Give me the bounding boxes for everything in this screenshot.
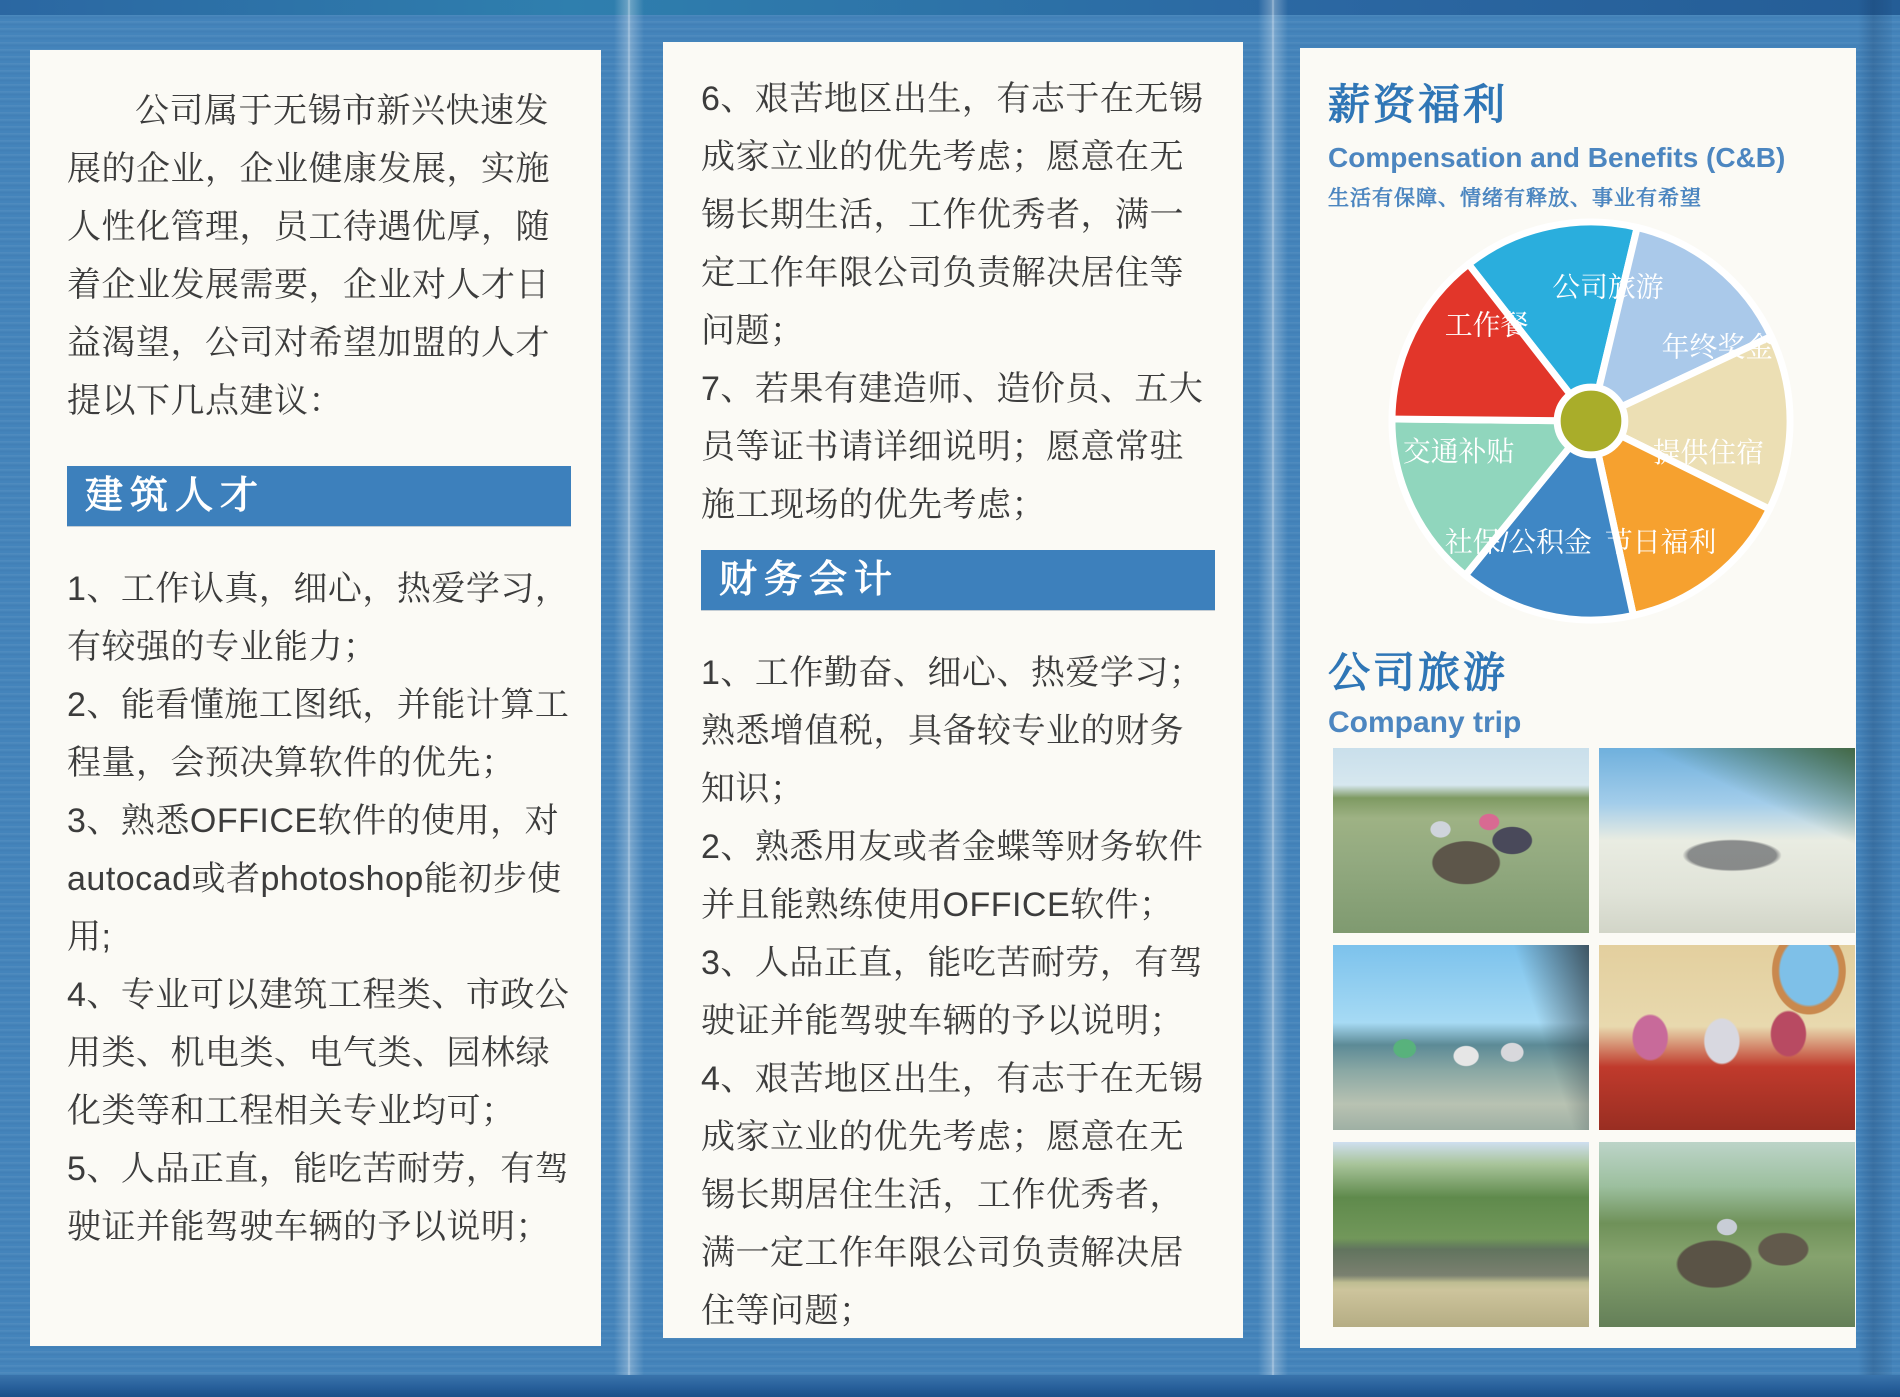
fold-line-left (614, 0, 644, 1397)
requirement-item: 7、若果有建造师、造价员、五大员等证书请详细说明；愿意常驻施工现场的优先考虑； (701, 370, 1204, 524)
requirement-item: 2、能看懂施工图纸，并能计算工程量，会预决算软件的优先； (67, 686, 570, 782)
requirement-item: 5、人品正直，能吃苦耐劳，有驾驶证并能驾驶车辆的予以说明； (67, 1150, 570, 1246)
benefits-heading-block (1328, 72, 1785, 212)
trip-photo-elephant-ride (1333, 748, 1589, 933)
requirement-item: 1、工作认真，细心，热爱学习，有较强的专业能力； (67, 570, 570, 666)
pie-chart-svg (1386, 216, 1796, 626)
pie-slice-label: 工作餐 (1444, 309, 1529, 341)
section-header-construction (67, 466, 571, 526)
trip-heading-block (1328, 640, 1521, 748)
trip-photo-forest-group (1333, 1142, 1589, 1327)
trip-photo-white-rocks (1599, 748, 1855, 933)
benefits-title: 薪资福利 (1328, 81, 1509, 128)
requirement-item: 1、工作勤奋、细心、热爱学习；熟悉增值税，具备较专业的财务知识； (701, 654, 1204, 808)
pie-slice-label: 社保/公积金 (1444, 526, 1592, 558)
top-edge (0, 0, 1900, 15)
benefits-subtitle-en: Compensation and Benefits (C&B) (1328, 142, 1786, 173)
trip-photo-indoor-dinner (1599, 945, 1855, 1130)
pie-slice-label: 节日福利 (1604, 526, 1717, 558)
panel-benefits (1300, 48, 1856, 1348)
benefits-pie-chart (1386, 216, 1796, 626)
requirement-item: 4、艰苦地区出生，有志于在无锡成家立业的优先考虑；愿意在无锡长期居住生活，工作优秀者，满一定工作年限公司负责解决居住等问题； (701, 1060, 1204, 1330)
trip-photo-elephant-ride-2 (1599, 1142, 1855, 1327)
pie-slice-label: 交通补贴 (1402, 435, 1515, 467)
requirement-item: 6、艰苦地区出生，有志于在无锡成家立业的优先考虑；愿意在无锡长期生活，工作优秀者，满一定工作年限公司负责解决居住等问题； (701, 80, 1204, 350)
section-title: 建筑人才 (85, 475, 266, 517)
fold-line-right (1258, 0, 1288, 1397)
trip-title: 公司旅游 (1328, 649, 1509, 696)
requirement-item: 2、熟悉用友或者金蝶等财务软件并且能熟练使用OFFICE软件； (701, 828, 1204, 924)
bottom-edge (0, 1375, 1900, 1397)
requirement-item: 3、人品正直，能吃苦耐劳，有驾驶证并能驾驶车辆的予以说明； (701, 944, 1204, 1040)
trip-subtitle-en: Company trip (1328, 706, 1522, 739)
trip-photo-beach-group (1333, 945, 1589, 1130)
pie-slice-label: 年终奖金 (1661, 331, 1774, 363)
panel-finance (663, 42, 1243, 1338)
trip-photo-grid (1333, 748, 1855, 1327)
section-title: 财务会计 (719, 559, 900, 601)
benefits-tagline: 生活有保障、情绪有释放、事业有希望 (1328, 187, 1702, 210)
section-header-finance (701, 550, 1215, 610)
requirement-item: 3、熟悉OFFICE软件的使用，对autocad或者photoshop能初步使用; (67, 802, 562, 956)
pie-slice-label: 提供住宿 (1652, 436, 1765, 468)
pie-center-hub (1557, 387, 1625, 455)
requirement-item: 4、专业可以建筑工程类、市政公用类、机电类、电气类、园林绿化类等和工程相关专业均可； (67, 976, 570, 1130)
right-edge-shadow (1858, 0, 1892, 1397)
panel-construction (30, 50, 601, 1346)
company-intro: 公司属于无锡市新兴快速发展的企业，企业健康发展，实施人性化管理，员工待遇优厚，随着企业发展需要，企业对人才日益渴望，公司对希望加盟的人才提以下几点建议： (67, 92, 550, 420)
pie-slice-label: 公司旅游 (1552, 271, 1664, 303)
